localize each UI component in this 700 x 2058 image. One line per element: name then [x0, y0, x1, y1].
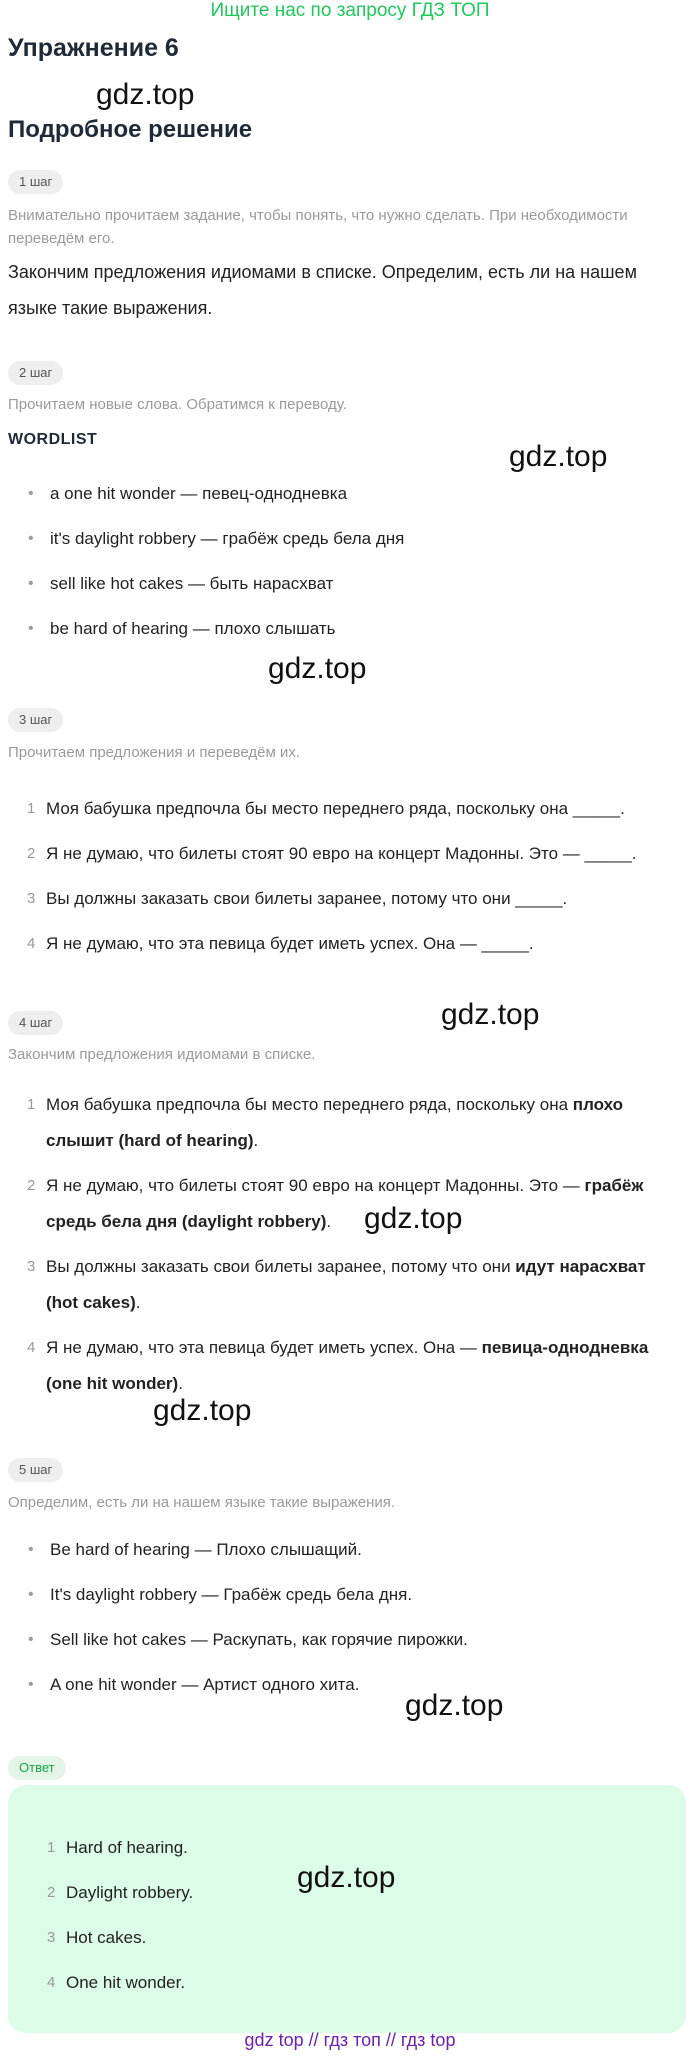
answer-list — [30, 1825, 650, 2005]
list-item — [30, 1915, 650, 1960]
step-badge: 4 шаг — [8, 1011, 63, 1035]
watermark: gdz.top — [405, 1689, 504, 1722]
step-instruction: Закончим предложения идиомами в списке. — [8, 1046, 316, 1063]
watermark: gdz.top — [96, 78, 195, 111]
item-text: Я не думаю, что эта певица будет иметь успех. Она — _____. — [46, 934, 534, 953]
watermark: gdz.top — [509, 440, 608, 473]
step-instruction: Внимательно прочитаем задание, чтобы понять, что нужно сделать. При необходимости переведём его. — [8, 207, 628, 247]
item-text: Daylight robbery. — [66, 1883, 194, 1902]
sentence-list — [10, 786, 680, 966]
item-text: Моя бабушка предпочла бы место переднего ряда, поскольку она — [46, 1095, 573, 1114]
list-item — [10, 1087, 680, 1159]
item-answer: грабёж средь бела дня (daylight robbery) — [46, 1176, 644, 1231]
item-text: Моя бабушка предпочла бы место переднего ряда, поскольку она _____. — [46, 799, 625, 818]
item-number: 4 — [27, 1339, 36, 1356]
item-number: 2 — [27, 1177, 36, 1194]
list-item — [10, 921, 680, 966]
item-text: Я не думаю, что эта певица будет иметь успех. Она — — [46, 1338, 482, 1357]
step-badge: 5 шаг — [8, 1458, 63, 1482]
translation-list — [10, 1527, 670, 1707]
item-answer: идут нарасхват (hot cakes) — [46, 1257, 646, 1312]
list-item — [10, 1168, 680, 1240]
item-text: Вы должны заказать свои билеты заранее, потому что они — [46, 1257, 516, 1276]
answer-sentence-list — [10, 1087, 680, 1411]
list-item — [10, 1249, 680, 1321]
item-number: 3 — [27, 890, 36, 907]
step-instruction: Определим, есть ли на нашем языке такие выражения. — [8, 1494, 396, 1511]
step-badge: 2 шаг — [8, 361, 63, 385]
list-item — [10, 876, 680, 921]
item-punct: . — [135, 1293, 141, 1312]
footer-links[interactable]: gdz top // гдз топ // гдз top — [244, 2030, 456, 2050]
watermark: gdz.top — [268, 652, 367, 685]
promo-banner[interactable]: Ищите нас по запросу ГДЗ ТОП — [210, 0, 490, 21]
list-item — [30, 1960, 650, 2005]
list-item: • Sell like hot cakes — Раскупать, как горячие пирожки. — [10, 1617, 670, 1662]
item-punct: . — [253, 1131, 259, 1150]
item-punct: . — [326, 1212, 332, 1231]
list-item: • A one hit wonder — Артист одного хита. — [10, 1662, 670, 1707]
item-number: 4 — [47, 1974, 56, 1991]
list-item — [10, 786, 680, 831]
section-title: Подробное решение — [8, 116, 253, 143]
step-badge: 3 шаг — [8, 708, 63, 732]
step-instruction: Прочитаем новые слова. Обратимся к переводу. — [8, 396, 347, 413]
item-number: 4 — [27, 935, 36, 952]
step-badge: 1 шаг — [8, 170, 63, 194]
watermark: gdz.top — [441, 998, 540, 1031]
item-text: Hard of hearing. — [66, 1838, 188, 1857]
item-answer: плохо слышит (hard of hearing) — [46, 1095, 624, 1150]
item-answer: певица-однодневка (one hit wonder) — [46, 1338, 649, 1393]
item-number: 1 — [27, 800, 36, 817]
item-number: 3 — [47, 1929, 56, 1946]
list-item — [10, 831, 680, 876]
list-item: • It's daylight robbery — Грабёж средь бела дня. — [10, 1572, 670, 1617]
item-punct: . — [178, 1374, 183, 1393]
step-text: Закончим предложения идиомами в списке. Определим, есть ли на нашем языке такие выражения. — [8, 262, 637, 318]
list-item: • sell like hot cakes — быть нарасхват — [10, 561, 670, 606]
step-instruction: Прочитаем предложения и переведём их. — [8, 744, 300, 761]
item-number: 2 — [27, 845, 36, 862]
item-text: Вы должны заказать свои билеты заранее, потому что они _____. — [46, 889, 568, 908]
answer-badge: Ответ — [8, 1756, 66, 1780]
item-text: Hot cakes. — [66, 1928, 147, 1947]
wordlist-heading: WORDLIST — [8, 431, 98, 448]
list-item — [10, 1330, 680, 1402]
watermark: gdz.top — [297, 1861, 396, 1894]
wordlist — [10, 471, 670, 651]
list-item: • a one hit wonder — певец-однодневка — [10, 471, 670, 516]
page-title: Упражнение 6 — [8, 34, 179, 62]
item-text: Я не думаю, что билеты стоят 90 евро на концерт Мадонны. Это — — [46, 1176, 585, 1195]
list-item: • Be hard of hearing — Плохо слышащий. — [10, 1527, 670, 1572]
item-text: Я не думаю, что билеты стоят 90 евро на концерт Мадонны. Это — _____. — [46, 844, 637, 863]
watermark: gdz.top — [364, 1202, 463, 1235]
list-item: • be hard of hearing — плохо слышать — [10, 606, 670, 651]
item-number: 1 — [47, 1839, 56, 1856]
item-text: One hit wonder. — [66, 1973, 186, 1992]
list-item: • it's daylight robbery — грабёж средь бела дня — [10, 516, 670, 561]
item-number: 3 — [27, 1258, 36, 1275]
watermark: gdz.top — [153, 1394, 252, 1427]
item-number: 2 — [47, 1884, 56, 1901]
item-number: 1 — [27, 1096, 36, 1113]
